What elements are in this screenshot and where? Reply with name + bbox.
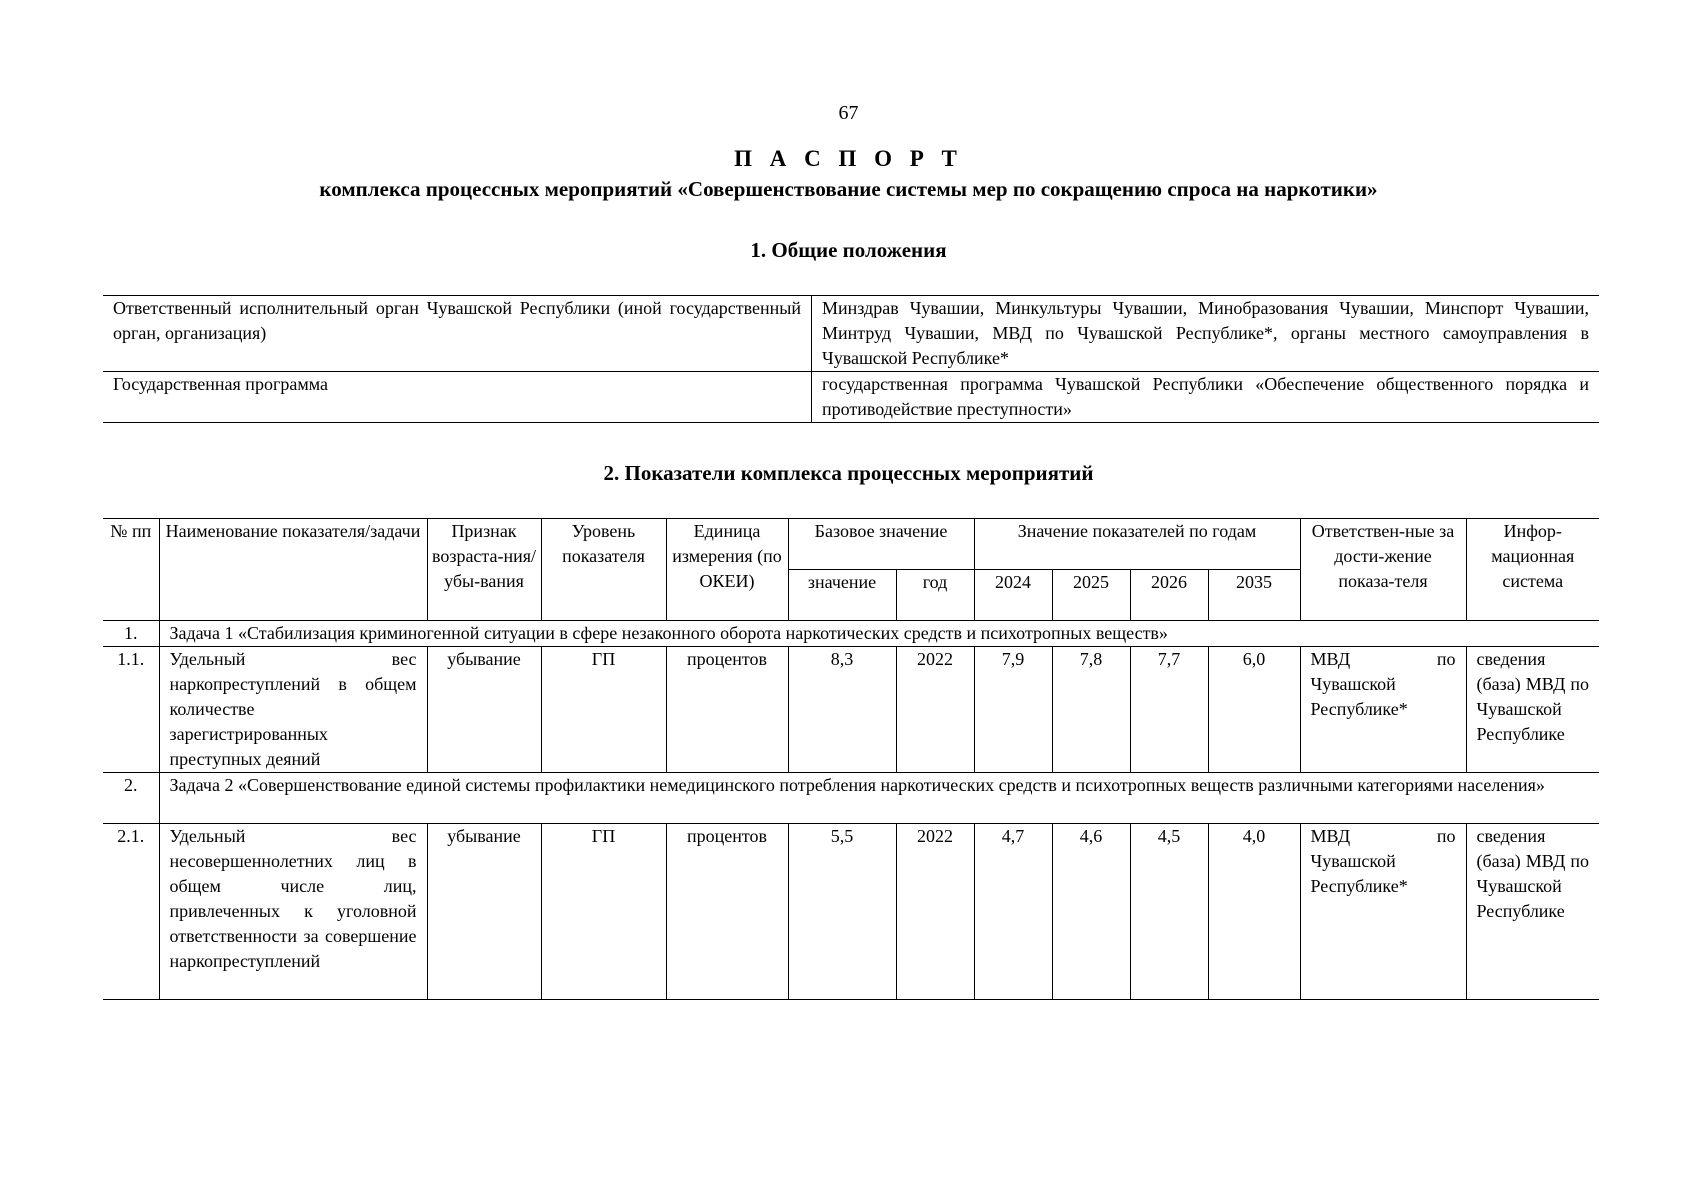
value-2035: 6,0 [1208, 647, 1300, 773]
header-year-2026: 2026 [1130, 570, 1208, 621]
indicator-unit: процентов [666, 824, 788, 1000]
header-base-year: год [896, 570, 974, 621]
indicator-unit: процентов [666, 647, 788, 773]
header-year-2025: 2025 [1052, 570, 1130, 621]
value-2026: 7,7 [1130, 647, 1208, 773]
value-2024: 7,9 [974, 647, 1052, 773]
header-base: Базовое значение [788, 519, 974, 570]
indicator-name: Удельный вес несовершеннолетних лиц в общем числе лиц, привлеченных к уголовной ответственности за совершение наркопреступлений [159, 824, 427, 1000]
section-heading-general: 1. Общие положения [750, 238, 947, 262]
table-row [103, 647, 1599, 773]
info-system: сведения (база) МВД по Чувашской Республике [1466, 647, 1599, 773]
task-number: 1. [103, 621, 159, 647]
row-number: 2.1. [103, 824, 159, 1000]
task-number: 2. [103, 773, 159, 824]
header-years: Значение показателей по годам [974, 519, 1300, 570]
indicator-level: ГП [541, 824, 666, 1000]
general-label: Ответственный исполнительный орган Чувашской Республики (иной государственный орган, организация) [103, 296, 812, 372]
header-unit: Единица измерения (по ОКЕИ) [666, 519, 788, 621]
task-text: Задача 1 «Стабилизация криминогенной ситуации в сфере незаконного оборота наркотических средств и психотропных веществ» [159, 621, 1599, 647]
header-num: № пп [103, 519, 159, 621]
value-2025: 7,8 [1052, 647, 1130, 773]
section-heading-indicators: 2. Показатели комплекса процессных мероприятий [603, 461, 1094, 485]
info-system: сведения (база) МВД по Чувашской Республике [1466, 824, 1599, 1000]
header-row [103, 519, 1599, 570]
value-2035: 4,0 [1208, 824, 1300, 1000]
header-responsible: Ответствен-ные за дости-жение показа-теля [1300, 519, 1466, 621]
value-2024: 4,7 [974, 824, 1052, 1000]
base-value: 5,5 [788, 824, 896, 1000]
responsible: МВД по Чувашской Республике* [1300, 647, 1466, 773]
row-number: 1.1. [103, 647, 159, 773]
header-year-2035: 2035 [1208, 570, 1300, 621]
task-text: Задача 2 «Совершенствование единой системы профилактики немедицинского потребления наркотических средств и психотропных веществ различными категориями населения» [159, 773, 1599, 824]
header-level: Уровень показателя [541, 519, 666, 621]
table-row [103, 296, 1599, 372]
document-subtitle: комплекса процессных мероприятий «Совершенствование системы мер по сокращению спроса на наркотики» [319, 177, 1378, 201]
general-label: Государственная программа [103, 372, 812, 423]
page-number: 67 [838, 102, 859, 124]
general-value: государственная программа Чувашской Республики «Обеспечение общественного порядка и противодействие преступности» [812, 372, 1600, 423]
table-row [103, 824, 1599, 1000]
header-base-value: значение [788, 570, 896, 621]
value-2025: 4,6 [1052, 824, 1130, 1000]
header-name: Наименование показателя/задачи [159, 519, 427, 621]
general-value: Минздрав Чувашии, Минкультуры Чувашии, Минобразования Чувашии, Минспорт Чувашии, Минтруд Чувашии, МВД по Чувашской Республике*, органы местного самоуправления в Чувашской Республике* [812, 296, 1600, 372]
indicator-sign: убывание [427, 824, 541, 1000]
general-provisions-table [103, 295, 1599, 423]
table-row [103, 372, 1599, 423]
header-year-2024: 2024 [974, 570, 1052, 621]
header-info: Инфор-мационная система [1466, 519, 1599, 621]
header-sign: Признак возраста-ния/убы-вания [427, 519, 541, 621]
base-year: 2022 [896, 647, 974, 773]
indicator-level: ГП [541, 647, 666, 773]
base-value: 8,3 [788, 647, 896, 773]
value-2026: 4,5 [1130, 824, 1208, 1000]
base-year: 2022 [896, 824, 974, 1000]
task-row [103, 621, 1599, 647]
document-title: П А С П О Р Т [734, 146, 963, 171]
indicators-table [103, 518, 1599, 1000]
responsible: МВД по Чувашской Республике* [1300, 824, 1466, 1000]
indicator-sign: убывание [427, 647, 541, 773]
indicator-name: Удельный вес наркопреступлений в общем количестве зарегистрированных преступных деяний [159, 647, 427, 773]
task-row [103, 773, 1599, 824]
